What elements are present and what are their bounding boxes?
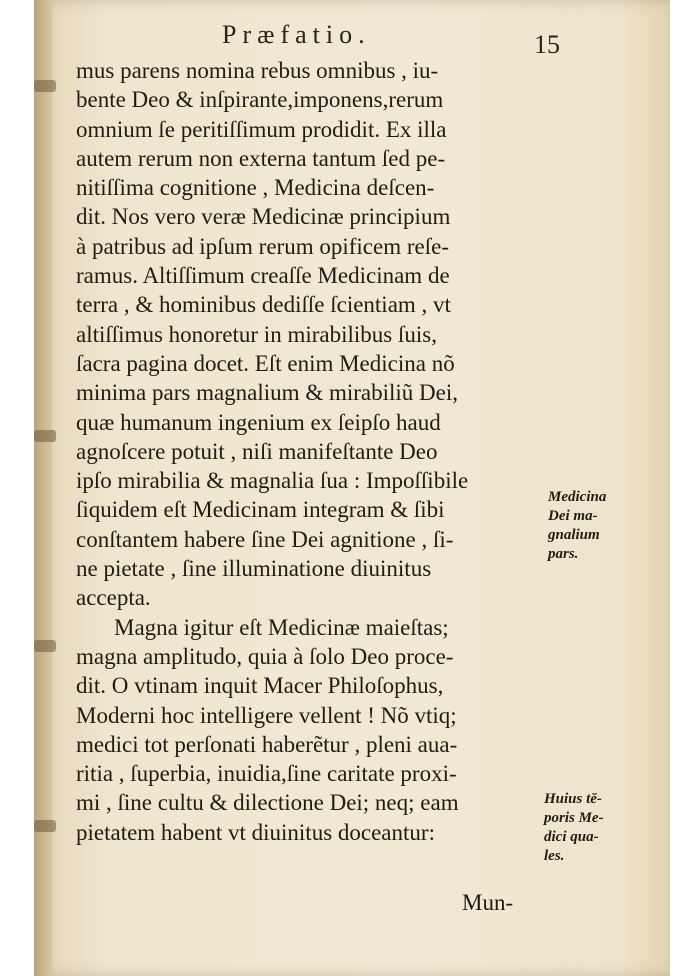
text-line: dit. Nos vero veræ Medicinæ principium	[76, 204, 451, 230]
text-line: à patribus ad ipſum rerum opificem reſe-	[76, 233, 449, 259]
margin-smudge	[34, 430, 56, 442]
text-line: ſacra pagina docet. Eſt enim Medicina nõ	[76, 350, 455, 376]
text-line: quæ humanum ingenium ex ſeipſo haud	[76, 409, 441, 435]
margin-note	[544, 790, 604, 866]
margin-note-line: Huius tē-	[544, 791, 602, 807]
text-line: accepta.	[76, 585, 151, 611]
text-line: ritia , ſuperbia, inuidia,ſine caritate proxi-	[76, 761, 457, 787]
text-line: minima pars magnalium & mirabiliũ Dei,	[76, 380, 458, 406]
margin-smudge	[34, 820, 56, 832]
margin-note	[548, 488, 606, 564]
text-line: mus parens nomina rebus omnibus , iu-	[76, 58, 439, 83]
page-number: 15	[534, 30, 560, 59]
text-line: Moderni hoc intelligere vellent ! Nõ vtiq;	[76, 702, 457, 728]
paragraph-start-line: Magna igitur eſt Medicinæ maieſtas;	[114, 614, 449, 640]
margin-note-line: Medicina	[548, 489, 607, 505]
catchword: Mun-	[462, 890, 514, 915]
text-line: terra , & hominibus dediſſe ſcientiam , vt	[76, 292, 451, 318]
text-line: omnium ſe peritiſſimum prodidit. Ex illa	[76, 116, 447, 142]
text-line: bente Deo & inſpirante,imponens,rerum	[76, 87, 444, 113]
margin-note-line: Dei ma-	[548, 508, 598, 524]
margin-smudge	[34, 640, 56, 652]
running-title: Præfatio.	[222, 20, 371, 49]
text-line: ne pietate , ſine illuminatione diuinitus	[76, 556, 432, 582]
text-line: ipſo mirabilia & magnalia ſua : Impoſſibile	[76, 468, 469, 494]
text-line: pietatem habent vt diuinitus doceantur:	[76, 819, 435, 845]
margin-note-line: les.	[544, 848, 565, 864]
text-line: ramus. Altiſſimum creaſſe Medicinam de	[76, 263, 450, 289]
text-line: ſiquidem eſt Medicinam integram & ſibi	[76, 497, 445, 523]
margin-note-line: pars.	[548, 546, 579, 562]
text-line: agnoſcere potuit , niſi manifeſtante Deo	[76, 438, 438, 464]
text-line: dit. O vtinam inquit Macer Philoſophus,	[76, 673, 444, 699]
text-line: nitiſſima cognitione , Medicina deſcen-	[76, 175, 435, 201]
text-line: conſtantem habere ſine Dei agnitione , ſi-	[76, 526, 454, 552]
text-line: autem rerum non externa tantum ſed pe-	[76, 145, 446, 171]
text-line: altiſſimus honoretur in mirabilibus ſuis,	[76, 321, 437, 347]
margin-note-line: gnalium	[548, 527, 600, 543]
margin-smudge	[34, 80, 56, 92]
text-line: medici tot perſonati haberẽtur , pleni aua-	[76, 731, 458, 757]
body-text	[76, 56, 546, 847]
text-line: magna amplitudo, quia à ſolo Deo proce-	[76, 643, 454, 669]
margin-note-line: poris Me-	[544, 810, 604, 826]
margin-note-line: dici qua-	[544, 829, 599, 845]
text-line: mi , ſine cultu & dilectione Dei; neq; eam	[76, 790, 459, 816]
